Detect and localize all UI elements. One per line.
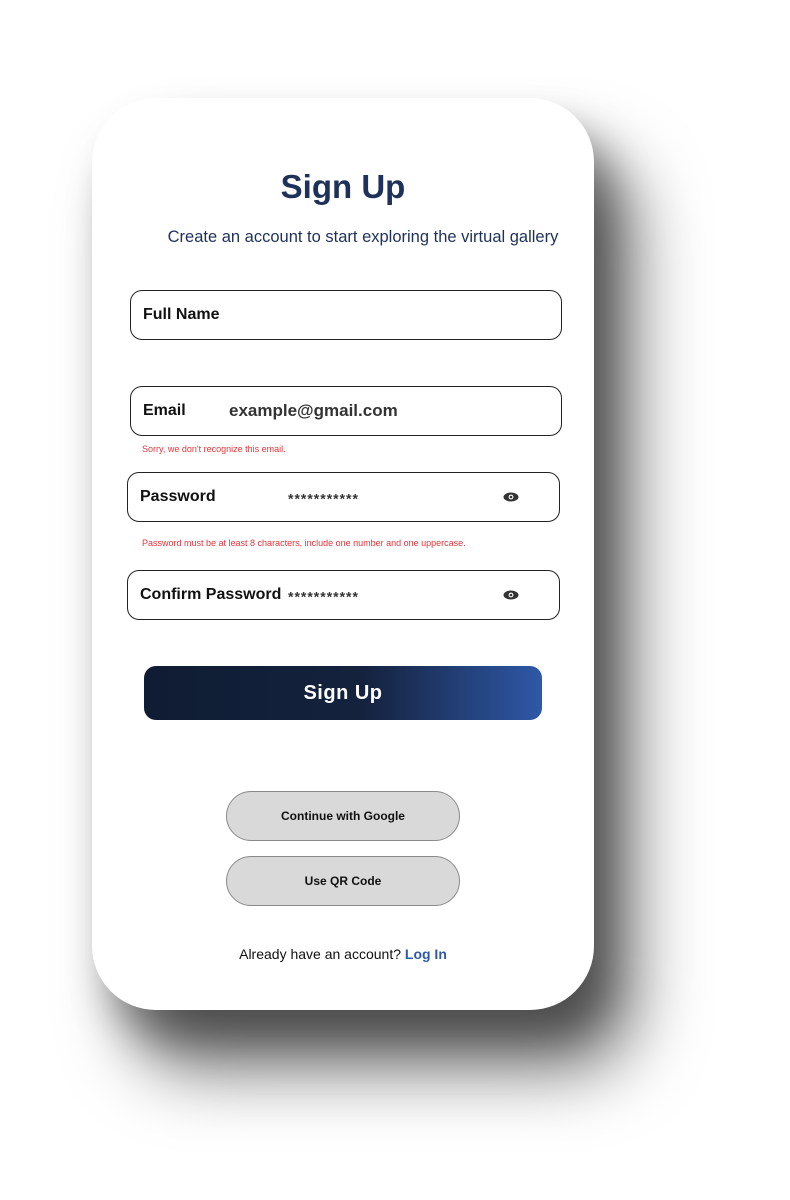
sign-up-button[interactable]: Sign Up: [144, 666, 542, 720]
password-error: Password must be at least 8 characters, include one number and one uppercase.: [142, 538, 466, 548]
signup-card: [92, 98, 594, 1010]
password-label: Password: [140, 488, 216, 505]
login-prompt: [92, 946, 594, 962]
log-in-link[interactable]: Log In: [404, 946, 447, 962]
password-value: ***********: [288, 490, 359, 507]
email-field[interactable]: [130, 386, 562, 436]
confirm-password-field[interactable]: [127, 570, 560, 620]
email-value: example@gmail.com: [229, 401, 398, 420]
eye-icon[interactable]: [503, 590, 519, 600]
confirm-password-label: Confirm Password: [140, 586, 282, 603]
eye-icon[interactable]: [503, 492, 519, 502]
email-label: Email: [143, 402, 186, 419]
login-prompt-text: Already have an account?: [239, 946, 401, 962]
password-field[interactable]: [127, 472, 560, 522]
page-subtitle: Create an account to start exploring the virtual gallery: [167, 228, 559, 246]
email-error: Sorry, we don't recognize this email.: [142, 444, 286, 454]
confirm-password-value: ***********: [288, 588, 359, 605]
page-title: Sign Up: [280, 168, 406, 205]
use-qr-code-button[interactable]: Use QR Code: [226, 856, 460, 906]
full-name-label: Full Name: [143, 306, 220, 323]
full-name-field[interactable]: [130, 290, 562, 340]
continue-with-google-button[interactable]: Continue with Google: [226, 791, 460, 841]
